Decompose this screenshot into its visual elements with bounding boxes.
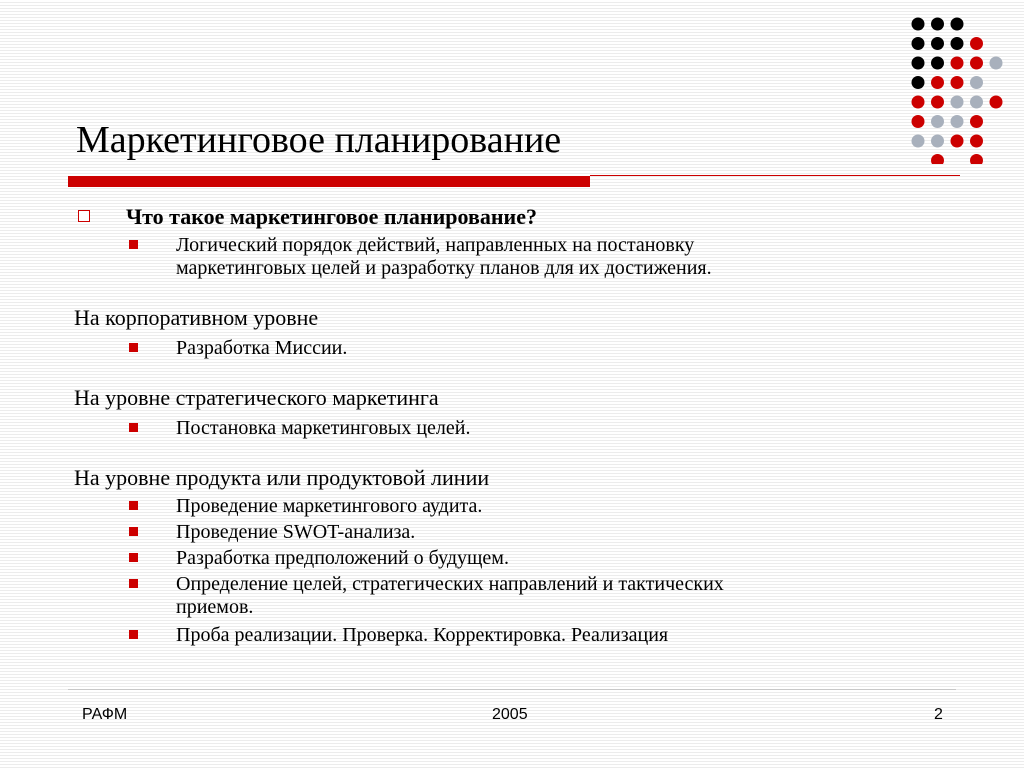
footer-left: РАФМ xyxy=(82,706,128,723)
list-item xyxy=(74,337,954,360)
decorative-dot-black xyxy=(912,57,925,70)
decorative-dot-red xyxy=(970,115,983,128)
decorative-dot-black xyxy=(951,18,964,31)
decorative-dot-red xyxy=(970,37,983,50)
decorative-dot-red xyxy=(970,154,983,164)
red-square-bullet-icon xyxy=(129,423,138,432)
decorative-dot-grid xyxy=(908,14,1008,164)
decorative-dot-black xyxy=(931,57,944,70)
decorative-dot-red xyxy=(951,76,964,89)
decorative-dot-red xyxy=(931,76,944,89)
decorative-dot-black xyxy=(912,76,925,89)
decorative-dot-red xyxy=(970,135,983,148)
decorative-dot-red xyxy=(951,135,964,148)
list-item-text: Постановка маркетинговых целей. xyxy=(176,417,471,439)
decorative-dot-gray xyxy=(990,57,1003,70)
decorative-dot-gray xyxy=(951,115,964,128)
title-underline-bar xyxy=(68,176,590,187)
red-square-bullet-icon xyxy=(129,630,138,639)
list-item-text: Проведение маркетингового аудита. xyxy=(176,495,483,517)
decorative-dot-black xyxy=(931,18,944,31)
decorative-dot-gray xyxy=(912,135,925,148)
decorative-dot-red xyxy=(931,154,944,164)
red-square-bullet-icon xyxy=(129,553,138,562)
definition-line-2: маркетинговых целей и разработку планов для их достижения. xyxy=(176,257,712,279)
section-heading-product: На уровне продукта или продуктовой линии xyxy=(74,465,490,490)
list-item-text-continued: приемов. xyxy=(176,596,254,618)
decorative-dot-gray xyxy=(951,96,964,109)
slide-title: Маркетинговое планирование xyxy=(76,119,562,161)
red-square-bullet-icon xyxy=(129,343,138,352)
definition-bullet xyxy=(74,234,954,280)
decorative-dot-gray xyxy=(931,115,944,128)
decorative-dot-gray xyxy=(931,135,944,148)
decorative-dot-red xyxy=(912,96,925,109)
footer-center: 2005 xyxy=(492,706,528,723)
list-item xyxy=(74,521,954,544)
list-item xyxy=(74,495,954,518)
list-item-text: Проба реализации. Проверка. Корректировка. Реализация xyxy=(176,624,669,646)
question-bullet xyxy=(74,203,954,231)
red-square-bullet-icon xyxy=(129,579,138,588)
footer-page-number: 2 xyxy=(934,706,943,723)
section-heading-corporate: На корпоративном уровне xyxy=(74,305,319,330)
section-heading-strategic: На уровне стратегического маркетинга xyxy=(74,385,439,410)
list-item xyxy=(74,417,954,440)
list-item xyxy=(74,573,954,619)
list-item-text: Разработка предположений о будущем. xyxy=(176,547,509,569)
definition-line-1: Логический порядок действий, направленных на постановку xyxy=(176,234,695,256)
list-item-text: Проведение SWOT-анализа. xyxy=(176,521,416,543)
decorative-dot-black xyxy=(912,18,925,31)
decorative-dot-gray xyxy=(970,76,983,89)
decorative-dot-red xyxy=(970,57,983,70)
title-underline-thin xyxy=(590,175,960,176)
decorative-dot-black xyxy=(951,37,964,50)
list-item-text: Разработка Миссии. xyxy=(176,337,348,359)
decorative-dot-red xyxy=(912,115,925,128)
list-item-text: Определение целей, стратегических направлений и тактических xyxy=(176,573,724,595)
list-item xyxy=(74,547,954,570)
slide-content xyxy=(74,203,954,647)
list-item xyxy=(74,624,954,647)
red-square-bullet-icon xyxy=(129,501,138,510)
decorative-dot-red xyxy=(990,96,1003,109)
footer-divider xyxy=(68,689,956,690)
question-text: Что такое маркетинговое планирование? xyxy=(126,204,537,229)
decorative-dot-red xyxy=(951,57,964,70)
red-square-bullet-icon xyxy=(129,240,138,249)
decorative-dot-black xyxy=(912,37,925,50)
decorative-dot-black xyxy=(931,37,944,50)
hollow-square-bullet-icon xyxy=(78,210,90,222)
decorative-dot-red xyxy=(931,96,944,109)
decorative-dot-gray xyxy=(970,96,983,109)
red-square-bullet-icon xyxy=(129,527,138,536)
